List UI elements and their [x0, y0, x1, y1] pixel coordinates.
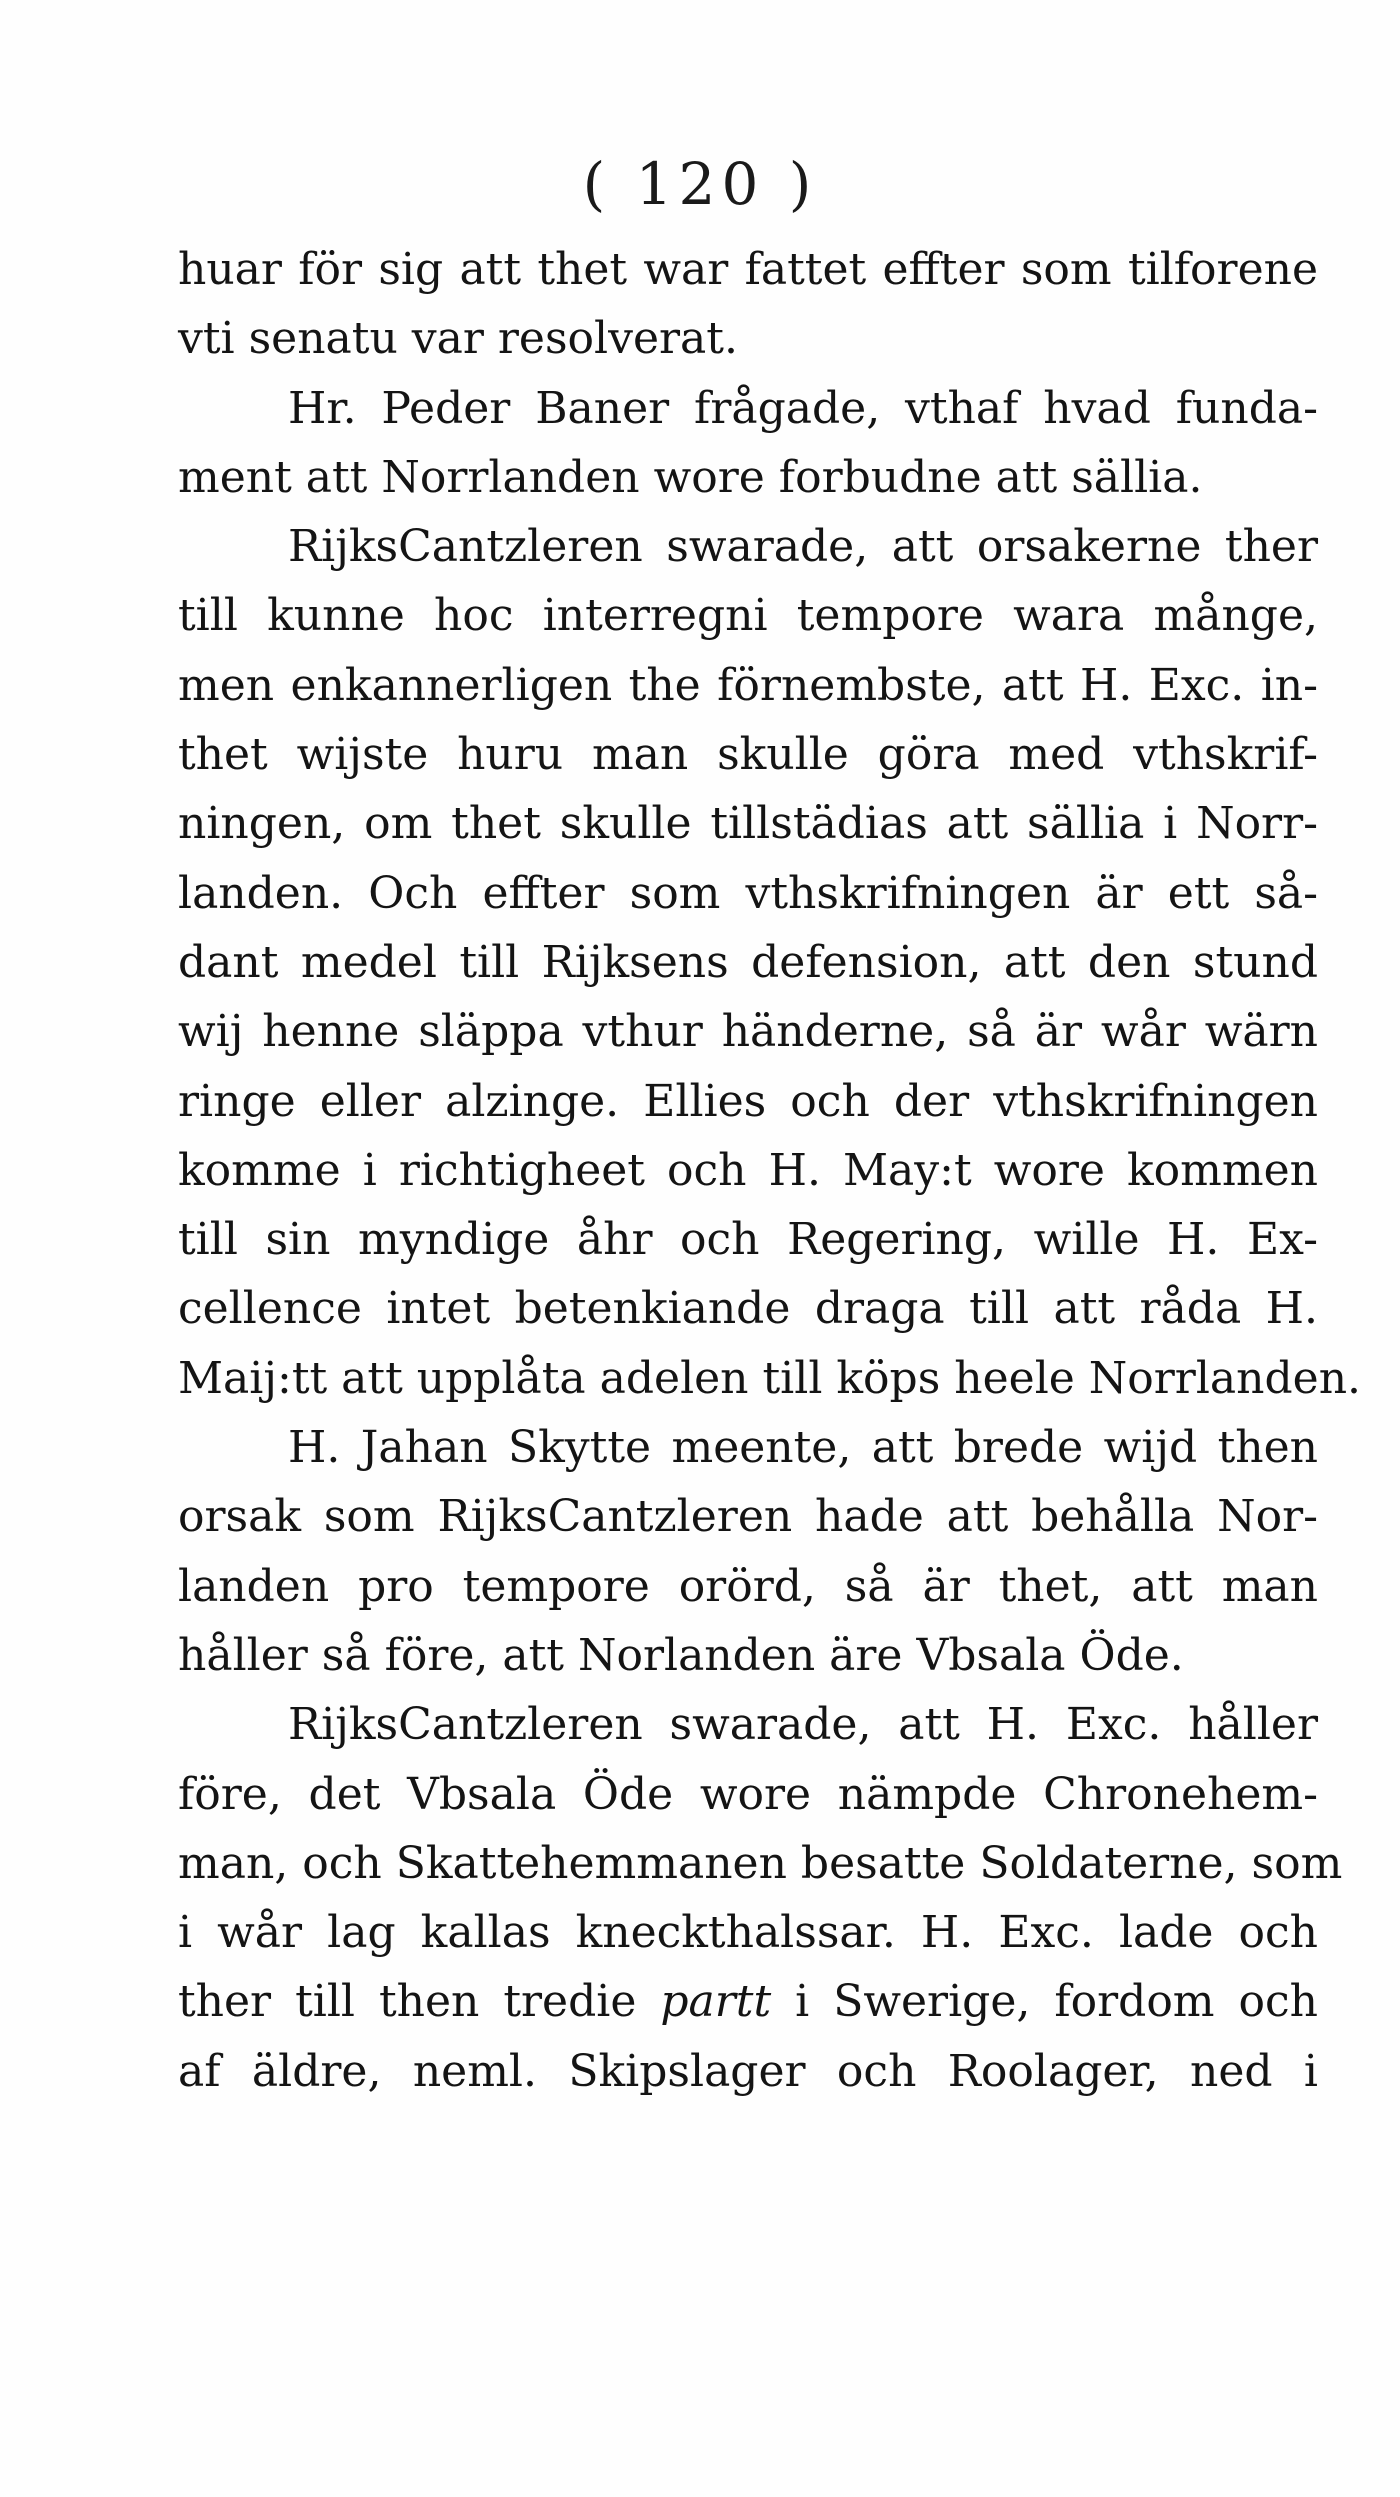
text-line: ningen, om thet skulle tillstädias att sällia i Norr- [178, 798, 1318, 850]
text-line: till sin myndige åhr och Regering, wille H. Ex- [178, 1214, 1318, 1266]
text-line: landen. Och effter som vthskrifningen är ett så- [178, 867, 1318, 919]
text-line: thet wijste huru man skulle göra med vthskrif- [178, 729, 1318, 781]
text-line: ther till then tredie partt i Swerige, fordom och [178, 1976, 1318, 2028]
text-line: före, det Vbsala Öde wore nämpde Chronehem- [178, 1768, 1318, 1820]
text-line: af äldre, neml. Skipslager och Roolager, ned i [178, 2045, 1318, 2097]
text-line: cellence intet betenkiande draga till att råda H. [178, 1283, 1318, 1335]
text-line: i wår lag kallas kneckthalssar. H. Exc. lade och [178, 1907, 1318, 1959]
text-line: ringe eller alzinge. Ellies och der vthskrifningen [178, 1075, 1318, 1127]
text-line: Hr. Peder Baner frågade, vthaf hvad funda- [288, 382, 1318, 434]
text-line: till kunne hoc interregni tempore wara månge, [178, 590, 1318, 642]
page-number: ( 120 ) [582, 150, 818, 218]
text-line: Maij:tt att upplåta adelen till köps heele Norrlanden. [178, 1352, 1362, 1404]
text-line: landen pro tempore orörd, så är thet, att man [178, 1560, 1318, 1612]
italic-word: partt [660, 1976, 772, 2028]
text-line: vti senatu var resolverat. [178, 313, 738, 365]
body-text [178, 235, 1362, 2106]
text-line: dant medel till Rijksens defension, att den stund [178, 936, 1318, 988]
text-line: wij henne släppa vthur händerne, så är wår wärn [178, 1006, 1318, 1058]
text-line: RijksCantzleren swarade, att orsakerne ther [288, 521, 1318, 573]
text-line: men enkannerligen the förnembste, att H. Exc. in- [178, 659, 1318, 711]
text-line: håller så före, att Norlanden äre Vbsala Öde. [178, 1629, 1184, 1681]
text-line: komme i richtigheet och H. May:t wore kommen [178, 1144, 1318, 1196]
text-line: orsak som RijksCantzleren hade att behålla Nor- [178, 1491, 1318, 1543]
text-line: huar för sig att thet war fattet effter som tilforene [178, 244, 1318, 295]
text-line: man, och Skattehemmanen besatte Soldaterne, som [178, 1837, 1343, 1889]
text-line: ment att Norrlanden wore forbudne att sällia. [178, 451, 1203, 503]
text-line: RijksCantzleren swarade, att H. Exc. håller [288, 1699, 1318, 1751]
text-line: H. Jahan Skytte meente, att brede wijd then [288, 1422, 1318, 1474]
